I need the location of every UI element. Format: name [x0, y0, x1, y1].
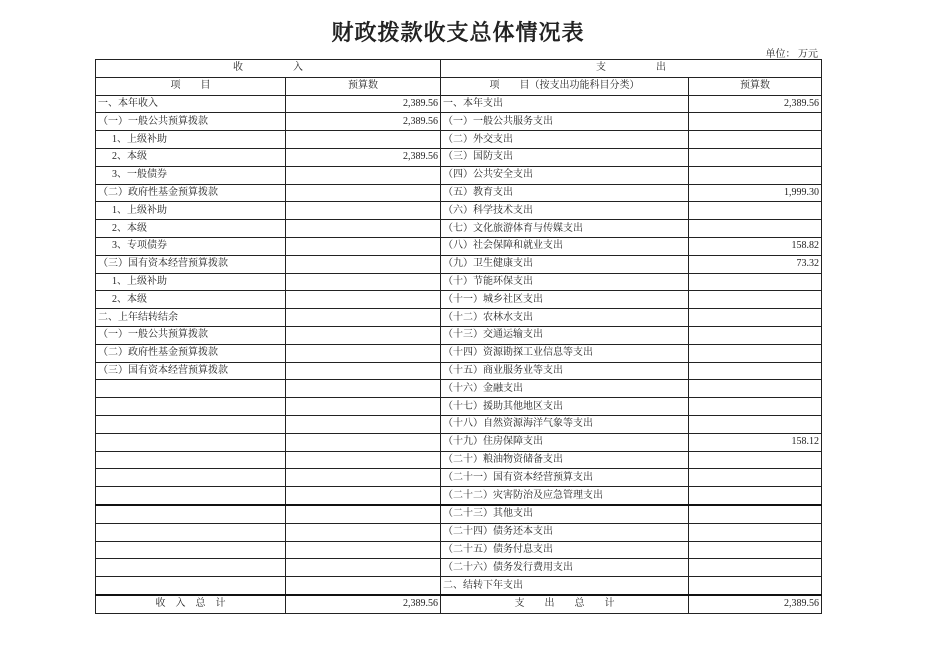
expense-item: （十一）城乡社区支出 [441, 291, 689, 309]
expense-item: （三）国防支出 [441, 148, 689, 166]
expense-item: （十七）援助其他地区支出 [441, 398, 689, 416]
table-row [96, 523, 822, 541]
income-item: 3、专项债券 [96, 237, 286, 255]
expense-amount: 73.32 [689, 255, 822, 273]
income-amount [286, 220, 441, 238]
table-row [96, 362, 822, 380]
expense-item: （二十六）债务发行费用支出 [441, 559, 689, 577]
table-row [96, 255, 822, 273]
expense-item: （八）社会保障和就业支出 [441, 237, 689, 255]
income-amount [286, 309, 441, 327]
income-item [96, 523, 286, 541]
expense-item: （二十一）国有资本经营预算支出 [441, 469, 689, 487]
expense-item: （十九）住房保障支出 [441, 433, 689, 451]
income-amount [286, 541, 441, 559]
table-row [96, 95, 822, 113]
income-amount [286, 326, 441, 344]
header-row-section [96, 60, 822, 78]
income-amount [286, 415, 441, 433]
expense-item: （十三）交通运输支出 [441, 326, 689, 344]
income-item: 3、一般债券 [96, 166, 286, 184]
budget-table [95, 59, 822, 614]
income-item: 一、本年收入 [96, 95, 286, 113]
income-item: （二）政府性基金预算拨款 [96, 344, 286, 362]
expense-item: （五）教育支出 [441, 184, 689, 202]
income-item [96, 487, 286, 505]
expense-amount: 158.12 [689, 433, 822, 451]
income-item: 2、本级 [96, 220, 286, 238]
expense-item: （二十三）其他支出 [441, 505, 689, 523]
income-item: （一）一般公共预算拨款 [96, 326, 286, 344]
expense-item: （二）外交支出 [441, 131, 689, 149]
income-amount [286, 184, 441, 202]
expense-amount [689, 523, 822, 541]
table-row [96, 202, 822, 220]
table-row [96, 184, 822, 202]
header-row-columns [96, 77, 822, 95]
expense-item: （十五）商业服务业等支出 [441, 362, 689, 380]
income-amount [286, 451, 441, 469]
income-item [96, 541, 286, 559]
expense-amount [689, 451, 822, 469]
income-item: 2、本级 [96, 148, 286, 166]
expense-item: （六）科学技术支出 [441, 202, 689, 220]
income-amount [286, 166, 441, 184]
table-row [96, 541, 822, 559]
expense-item: （一）一般公共服务支出 [441, 113, 689, 131]
income-amount [286, 487, 441, 505]
expense-item: （七）文化旅游体育与传媒支出 [441, 220, 689, 238]
table-row [96, 344, 822, 362]
expense-amount [689, 166, 822, 184]
table-row [96, 291, 822, 309]
income-item: （二）政府性基金预算拨款 [96, 184, 286, 202]
income-amount [286, 433, 441, 451]
table-row [96, 220, 822, 238]
expense-item: （十八）自然资源海洋气象等支出 [441, 415, 689, 433]
expense-amount [689, 380, 822, 398]
expense-item: （十四）资源勘探工业信息等支出 [441, 344, 689, 362]
income-amount: 2,389.56 [286, 148, 441, 166]
income-amount-header: 预算数 [286, 77, 441, 95]
expense-header: 支 出 [441, 60, 822, 78]
income-item [96, 469, 286, 487]
unit-label: 单位： 万元 [765, 49, 818, 60]
expense-amount: 158.82 [689, 237, 822, 255]
expense-item-header: 项 目（按支出功能科目分类） [441, 77, 689, 95]
table-row [96, 505, 822, 523]
income-amount: 2,389.56 [286, 95, 441, 113]
expense-amount [689, 344, 822, 362]
table-row [96, 433, 822, 451]
expense-amount [689, 505, 822, 523]
income-item: （一）一般公共预算拨款 [96, 113, 286, 131]
table-row [96, 309, 822, 327]
income-item [96, 505, 286, 523]
table-row [96, 559, 822, 577]
expense-amount [689, 398, 822, 416]
table-row [96, 380, 822, 398]
expense-amount [689, 220, 822, 238]
expense-amount [689, 362, 822, 380]
income-item [96, 380, 286, 398]
income-item: 1、上级补助 [96, 273, 286, 291]
expense-amount [689, 415, 822, 433]
expense-amount [689, 309, 822, 327]
income-item: 二、上年结转结余 [96, 309, 286, 327]
income-item: 1、上级补助 [96, 202, 286, 220]
expense-item: （四）公共安全支出 [441, 166, 689, 184]
expense-amount-header: 预算数 [689, 77, 822, 95]
income-item [96, 577, 286, 595]
income-amount [286, 273, 441, 291]
income-item [96, 415, 286, 433]
income-total-label: 收 入 总 计 [96, 595, 286, 613]
income-item [96, 451, 286, 469]
expense-amount [689, 131, 822, 149]
expense-item: （二十）粮油物资储备支出 [441, 451, 689, 469]
income-amount [286, 291, 441, 309]
expense-amount [689, 559, 822, 577]
expense-amount [689, 541, 822, 559]
expense-item: 二、结转下年支出 [441, 577, 689, 595]
expense-item: （二十五）债务付息支出 [441, 541, 689, 559]
expense-amount [689, 577, 822, 595]
expense-item: （二十二）灾害防治及应急管理支出 [441, 487, 689, 505]
expense-amount: 1,999.30 [689, 184, 822, 202]
expense-item: （十六）金融支出 [441, 380, 689, 398]
expense-amount [689, 113, 822, 131]
income-amount [286, 577, 441, 595]
expense-item: （十二）农林水支出 [441, 309, 689, 327]
income-item: （三）国有资本经营预算拨款 [96, 255, 286, 273]
table-row [96, 131, 822, 149]
expense-amount [689, 469, 822, 487]
table-row [96, 487, 822, 505]
income-item [96, 559, 286, 577]
expense-amount [689, 148, 822, 166]
income-amount: 2,389.56 [286, 113, 441, 131]
income-amount [286, 559, 441, 577]
table-row [96, 415, 822, 433]
expense-amount [689, 202, 822, 220]
income-item-header: 项 目 [96, 77, 286, 95]
page-title: 财政拨款收支总体情况表 [331, 21, 585, 46]
total-row [96, 595, 822, 613]
income-total-value: 2,389.56 [286, 595, 441, 613]
income-amount [286, 505, 441, 523]
expense-total-value: 2,389.56 [689, 595, 822, 613]
income-amount [286, 202, 441, 220]
table-row [96, 577, 822, 595]
expense-amount [689, 487, 822, 505]
table-row [96, 469, 822, 487]
income-amount [286, 380, 441, 398]
table-row [96, 148, 822, 166]
table-row [96, 166, 822, 184]
income-amount [286, 362, 441, 380]
income-amount [286, 237, 441, 255]
expense-item: （十）节能环保支出 [441, 273, 689, 291]
income-amount [286, 344, 441, 362]
table-row [96, 326, 822, 344]
expense-item: （二十四）债务还本支出 [441, 523, 689, 541]
income-item: 1、上级补助 [96, 131, 286, 149]
table-row [96, 237, 822, 255]
expense-amount [689, 273, 822, 291]
expense-amount [689, 291, 822, 309]
expense-item: 一、本年支出 [441, 95, 689, 113]
expense-item: （九）卫生健康支出 [441, 255, 689, 273]
expense-amount [689, 326, 822, 344]
table-row [96, 451, 822, 469]
expense-total-label: 支 出 总 计 [441, 595, 689, 613]
income-item [96, 398, 286, 416]
income-amount [286, 523, 441, 541]
table-row [96, 398, 822, 416]
income-item: （三）国有资本经营预算拨款 [96, 362, 286, 380]
income-amount [286, 255, 441, 273]
income-header: 收 入 [96, 60, 441, 78]
income-amount [286, 398, 441, 416]
income-item: 2、本级 [96, 291, 286, 309]
table-row [96, 113, 822, 131]
income-amount [286, 131, 441, 149]
income-amount [286, 469, 441, 487]
expense-amount: 2,389.56 [689, 95, 822, 113]
income-item [96, 433, 286, 451]
table-row [96, 273, 822, 291]
